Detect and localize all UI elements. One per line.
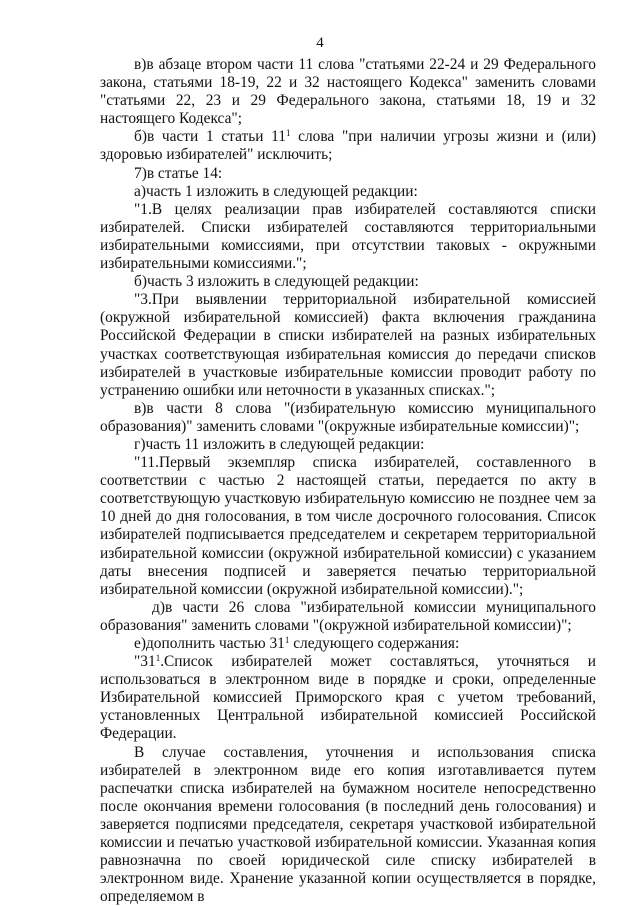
paragraph-5: "1.В целях реализации прав избирателей составляются списки избирателей. Списки избирателей составляются территориальными избирательными комиссиями, при отсутствии таковых - окружными избирательными комиссиями."; bbox=[100, 200, 596, 273]
document-body bbox=[100, 56, 596, 906]
paragraph-2: б)в части 1 статьи $11^1$ слова "при наличии угрозы жизни и (или) здоровью избирателей" исключить; bbox=[100, 128, 597, 164]
paragraph-3: 7)в статье 14: bbox=[134, 164, 223, 182]
paragraph-14: В случае составления, уточнения и использования списка избирателей в электронном виде его копия изготавливается путем распечатки списка избирателей на бумажном носителе непосредственно после окончания времени голосования (в последний день голосования) и заверяется подписями председателя, секретаря участковой избирательной комиссии и печатью участковой избирательной комиссии. Указанная копия равнозначна по своей юридической силе списку избирателей в электронном виде. Хранение указанной копии осуществляется в порядке, определяемом в bbox=[100, 743, 596, 906]
paragraph-7: "3.При выявлении территориальной избирательной комиссией (окружной избирательной комиссией) факта включения гражданина Российской Федерации в списки избирателей на разных избирательных участках соответствующая избирательная комиссия до передачи списков избирателей в участковые избирательные комиссии проводит работу по устранению ошибки или неточности в указанных списках."; bbox=[100, 291, 596, 399]
paragraph-11: д)в части 26 слова "избирательной комиссии муниципального образования" заменить словами "(окружной избирательной комиссии)"; bbox=[100, 598, 596, 634]
paragraph-6: б)часть 3 изложить в следующей редакции: bbox=[134, 273, 419, 291]
paragraph-8: в)в части 8 слова "(избирательную комиссию муниципального образования)" заменить словами "(окружные избирательные комиссии)"; bbox=[100, 399, 596, 435]
paragraph-9: г)часть 11 изложить в следующей редакции: bbox=[134, 435, 425, 453]
paragraph-1: в)в абзаце втором части 11 слова "статьями 22-24 и 29 Федерального закона, статьями 18-19, 22 и 32 настоящего Кодекса" заменить словами "статьями 22, 23 и 29 Федерального закона, статьями 18, 19 и 32 настоящего Кодекса"; bbox=[100, 56, 596, 128]
paragraph-12: е)дополнить частью $31^1$ следующего содержания: bbox=[134, 635, 460, 652]
paragraph-4: а)часть 1 изложить в следующей редакции: bbox=[134, 182, 418, 200]
page-number: 4 bbox=[316, 35, 324, 51]
paragraph-10: "11.Первый экземпляр списка избирателей, составленного в соответствии с частью 2 настоящей статьи, передается по акту в соответствующую участковую избирательную комиссию не позднее чем за 10 дней до дня голосования, в том числе досрочного голосования. Список избирателей подписывается председателем и секретарем территориальной избирательной комиссии (окружной избирательной комиссии) с указанием даты внесения подписей и заверяется печатью территориальной избирательной комиссии (окружной избирательной комиссии)."; bbox=[100, 454, 596, 598]
paragraph-13: "$31^1.Список$ избирателей может составляться, уточняться и использоваться в электронном виде в порядке и сроки, определенные Избирательной комиссией Приморского края с учетом требований, установленных Центральной избирательной комиссией Российской Федерации. bbox=[100, 653, 596, 743]
